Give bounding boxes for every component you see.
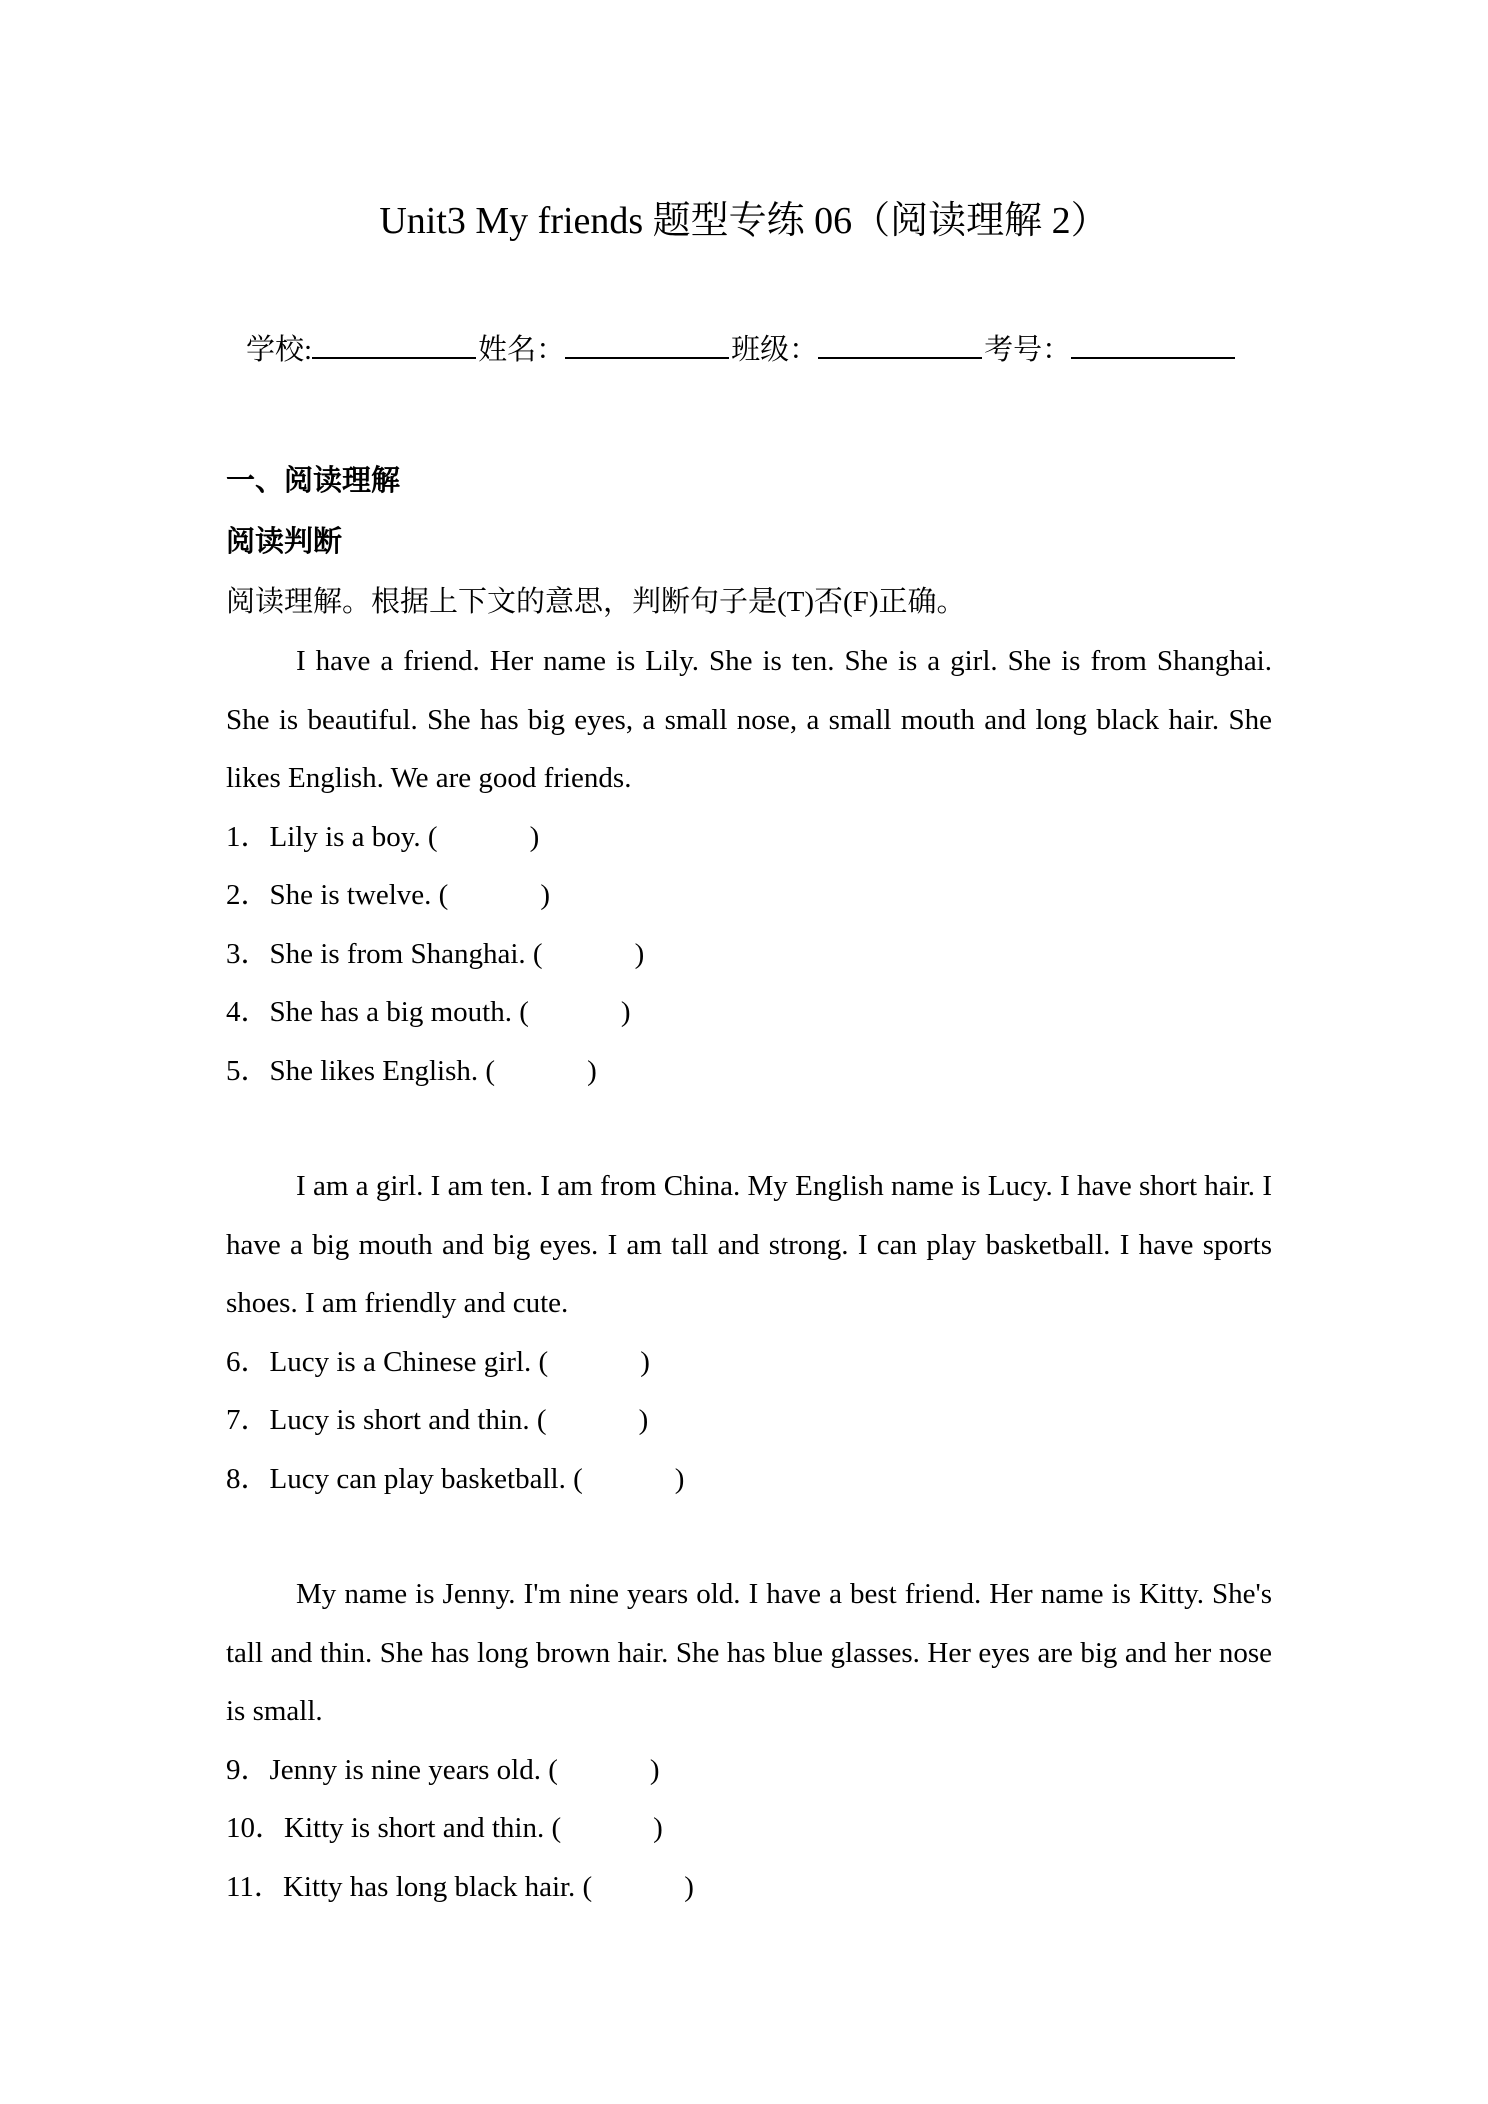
passage-2: I am a girl. I am ten. I am from China. My English name is Lucy. I have short hair. I have a big mouth and big eyes. I am tall and strong. I can play basketball. I have sports shoes. I am friendly and cute. [226, 1170, 1272, 1319]
question-number: 3． [226, 938, 270, 970]
question-text: Jenny is nine years old. ( [269, 1754, 558, 1786]
question-text: Lily is a boy. ( [269, 821, 438, 853]
question-number: 5． [226, 1055, 270, 1087]
number-blank[interactable] [1071, 327, 1235, 359]
student-info-row [246, 327, 1237, 372]
number-label: 考号： [984, 334, 1072, 366]
page-title: Unit3 My friends 题型专练 06（阅读理解 2） [379, 200, 1109, 242]
question-number: 8． [226, 1463, 270, 1495]
instruction: 阅读理解。根据上下文的意思，判断句子是(T)否(F)正确。 [226, 586, 966, 618]
question-11 [226, 1865, 694, 1909]
close-paren: ) [587, 1055, 597, 1087]
close-paren: ) [634, 938, 645, 970]
question-number: 4． [226, 996, 270, 1028]
passage-1: I have a friend. Her name is Lily. She is ten. She is a girl. She is from Shanghai. She is beautiful. She has big eyes, a small nose, a small mouth and long black hair. She likes English. We are good friends. [226, 645, 1272, 794]
question-number: 6． [226, 1346, 270, 1378]
close-paren: ) [540, 879, 550, 911]
question-number: 10． [226, 1812, 285, 1844]
close-paren: ) [638, 1404, 649, 1436]
question-text: She is twelve. ( [269, 879, 449, 911]
question-text: She likes English. ( [269, 1055, 496, 1087]
question-4 [226, 990, 631, 1034]
passage-3: My name is Jenny. I'm nine years old. I have a best friend. Her name is Kitty. She's tall and thin. She has long brown hair. She has blue glasses. Her eyes are big and her nose is small. [226, 1578, 1272, 1727]
question-1 [226, 815, 539, 859]
close-paren: ) [620, 996, 631, 1028]
question-number: 7． [226, 1404, 270, 1436]
question-6 [226, 1340, 650, 1384]
class-blank[interactable] [818, 327, 982, 359]
question-number: 9． [226, 1754, 270, 1786]
question-7 [226, 1398, 648, 1442]
question-text: She has a big mouth. ( [269, 996, 529, 1028]
section-heading: 一、阅读理解 [226, 463, 401, 497]
name-blank[interactable] [565, 327, 729, 359]
question-9 [226, 1748, 660, 1792]
question-10 [226, 1806, 663, 1850]
subsection-heading: 阅读判断 [226, 524, 343, 558]
question-number: 2． [226, 879, 270, 911]
close-paren: ) [640, 1346, 650, 1378]
question-number: 1． [226, 821, 270, 853]
name-label: 姓名： [478, 334, 566, 366]
question-text: She is from Shanghai. ( [269, 938, 543, 970]
class-label: 班级： [731, 334, 819, 366]
question-text: Kitty is short and thin. ( [284, 1812, 562, 1844]
question-text: Lucy can play basketball. ( [269, 1463, 583, 1495]
question-8 [226, 1457, 684, 1501]
school-label: 学校: [246, 334, 313, 366]
question-text: Lucy is short and thin. ( [269, 1404, 547, 1436]
question-number: 11． [226, 1871, 283, 1903]
close-paren: ) [674, 1463, 685, 1495]
close-paren: ) [529, 821, 540, 853]
close-paren: ) [684, 1871, 694, 1903]
close-paren: ) [649, 1754, 660, 1786]
question-3 [226, 932, 644, 976]
question-2 [226, 873, 550, 917]
question-text: Lucy is a Chinese girl. ( [269, 1346, 549, 1378]
question-text: Kitty has long black hair. ( [282, 1871, 593, 1903]
question-5 [226, 1049, 597, 1093]
close-paren: ) [653, 1812, 663, 1844]
school-blank[interactable] [312, 327, 476, 359]
